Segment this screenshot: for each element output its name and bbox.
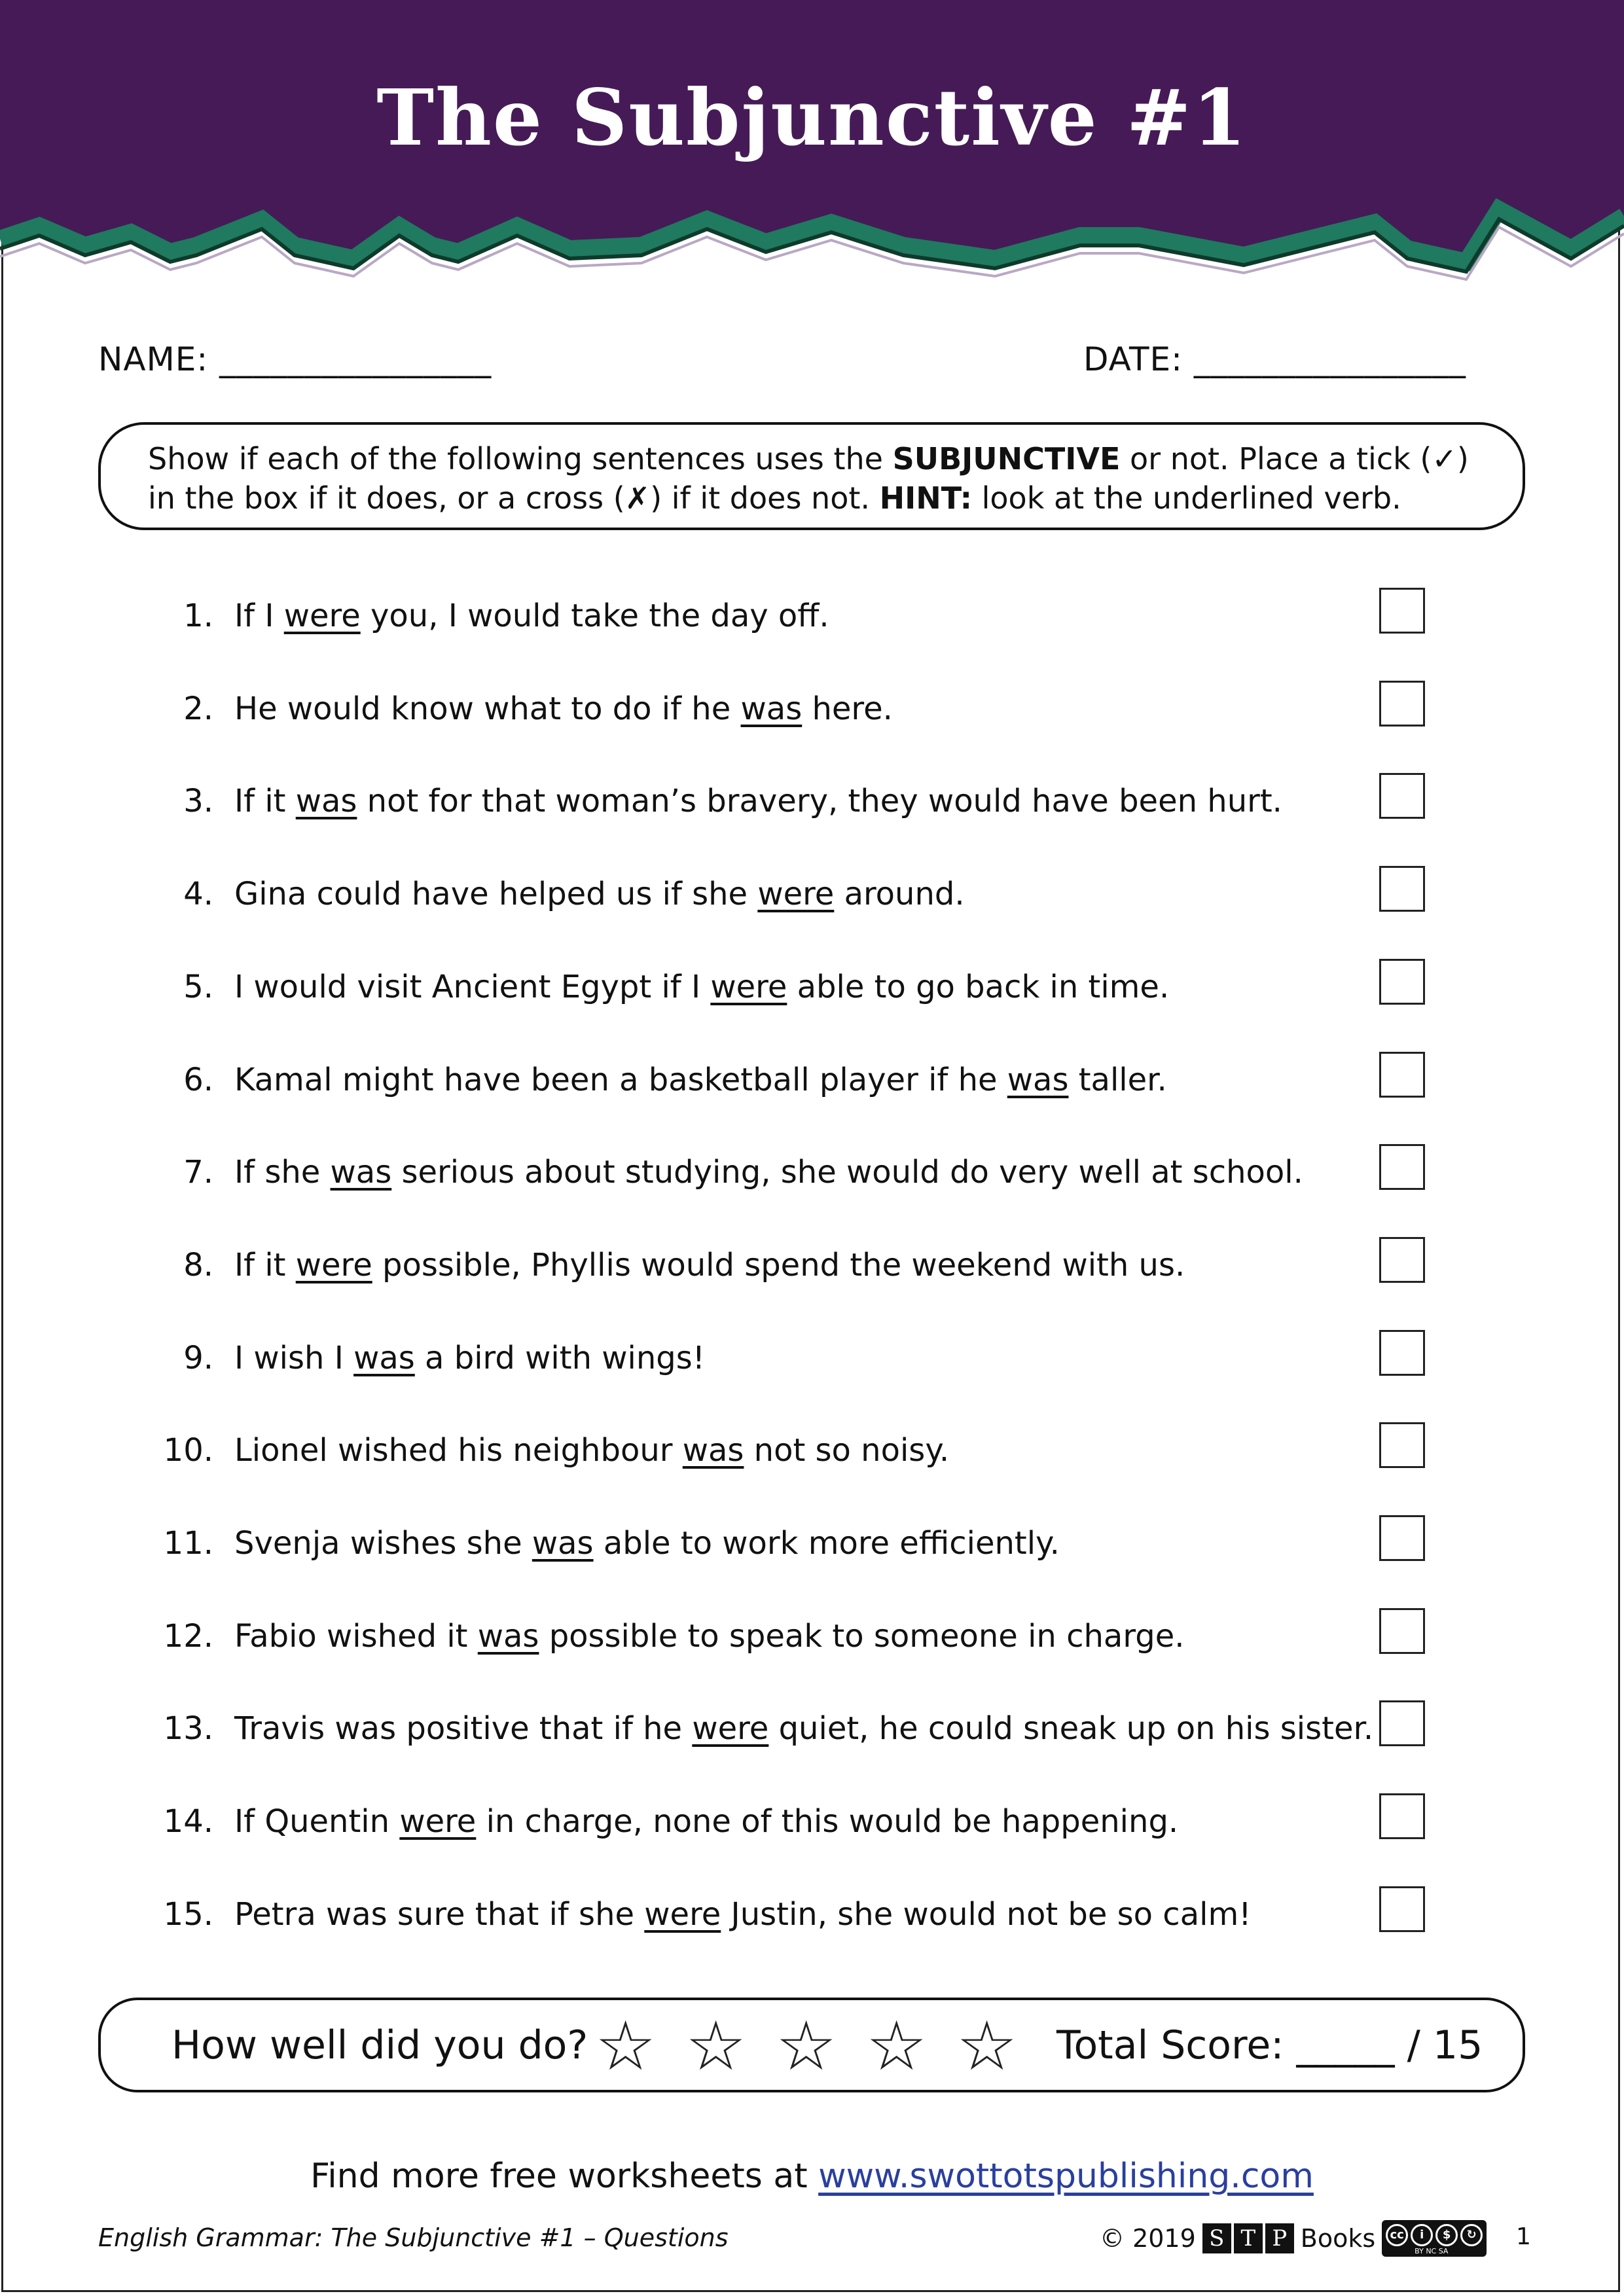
question-number: 10. bbox=[163, 1432, 213, 1469]
underlined-verb: were bbox=[283, 598, 361, 634]
question-number: 5. bbox=[183, 968, 213, 1005]
question-number: 8. bbox=[183, 1246, 213, 1283]
question-number: 15. bbox=[163, 1895, 213, 1933]
question-sentence: I wish I was a bird with wings! bbox=[234, 1339, 705, 1376]
question-number: 2. bbox=[183, 690, 213, 727]
question-row bbox=[0, 1803, 1624, 1856]
score-prompt: How well did you do? bbox=[171, 2022, 588, 2068]
instructions-text-1: Show if each of the following sentences uses the bbox=[148, 441, 893, 476]
footer-title: English Grammar: The Subjunctive #1 – Questions bbox=[98, 2223, 729, 2252]
copyright-text: © 2019 bbox=[1100, 2224, 1196, 2253]
stp-logo: S T P bbox=[1202, 2223, 1294, 2253]
score-box bbox=[98, 1998, 1525, 2092]
answer-checkbox[interactable] bbox=[1379, 588, 1425, 634]
question-sentence: Svenja wishes she was able to work more efficiently. bbox=[234, 1525, 1060, 1562]
question-sentence: Kamal might have been a basketball player if he was taller. bbox=[234, 1061, 1167, 1098]
hint-label: HINT: bbox=[879, 480, 972, 516]
answer-checkbox[interactable] bbox=[1379, 1144, 1425, 1190]
answer-checkbox[interactable] bbox=[1379, 1237, 1425, 1283]
question-sentence: Travis was positive that if he were quiet, he could sneak up on his sister. bbox=[234, 1710, 1374, 1748]
website-link[interactable]: www.swottotspublishing.com bbox=[818, 2157, 1314, 2196]
footer-publisher bbox=[1100, 2220, 1487, 2257]
question-row bbox=[0, 969, 1624, 1021]
question-number: 3. bbox=[183, 783, 213, 820]
question-row bbox=[0, 1710, 1624, 1763]
question-sentence: If Quentin were in charge, none of this would be happening. bbox=[234, 1803, 1179, 1840]
answer-checkbox[interactable] bbox=[1379, 866, 1425, 912]
underlined-verb: were bbox=[399, 1803, 477, 1840]
answer-checkbox[interactable] bbox=[1379, 1793, 1425, 1839]
answer-checkbox[interactable] bbox=[1379, 1700, 1425, 1746]
books-label: Books bbox=[1300, 2224, 1376, 2253]
date-field[interactable]: DATE: ________________ bbox=[1083, 340, 1466, 378]
question-row bbox=[0, 783, 1624, 835]
page-title: The Subjunctive #1 bbox=[376, 72, 1248, 163]
instructions-box bbox=[98, 422, 1525, 530]
rating-star-icon[interactable]: ☆ bbox=[776, 2006, 837, 2086]
question-number: 4. bbox=[183, 876, 213, 913]
question-sentence: He would know what to do if he was here. bbox=[234, 690, 893, 727]
underlined-verb: was bbox=[353, 1339, 415, 1376]
rating-star-icon[interactable]: ☆ bbox=[685, 2006, 747, 2086]
question-sentence: Fabio wished it was possible to speak to someone in charge. bbox=[234, 1617, 1185, 1655]
rating-star-icon[interactable]: ☆ bbox=[595, 2006, 657, 2086]
answer-checkbox[interactable] bbox=[1379, 1886, 1425, 1932]
underlined-verb: was bbox=[1007, 1061, 1069, 1098]
question-sentence: I would visit Ancient Egypt if I were able to go back in time. bbox=[234, 968, 1170, 1005]
question-sentence: If it was not for that woman’s bravery, they would have been hurt. bbox=[234, 783, 1282, 820]
rating-star-icon[interactable]: ☆ bbox=[956, 2006, 1018, 2086]
question-row bbox=[0, 1896, 1624, 1948]
answer-checkbox[interactable] bbox=[1379, 1422, 1425, 1468]
answer-checkbox[interactable] bbox=[1379, 1052, 1425, 1098]
question-row bbox=[0, 1432, 1624, 1484]
underlined-verb: was bbox=[532, 1525, 594, 1562]
question-number: 14. bbox=[163, 1803, 213, 1840]
question-number: 11. bbox=[163, 1525, 213, 1562]
underlined-verb: was bbox=[740, 690, 803, 727]
question-row bbox=[0, 1154, 1624, 1206]
answer-checkbox[interactable] bbox=[1379, 1330, 1425, 1376]
underlined-verb: was bbox=[330, 1154, 392, 1191]
question-number: 6. bbox=[183, 1061, 213, 1098]
total-score-field[interactable]: Total Score: _____ / 15 bbox=[1056, 2022, 1483, 2068]
cc-label: BY NC SA bbox=[1415, 2247, 1449, 2255]
answer-checkbox[interactable] bbox=[1379, 1608, 1425, 1654]
answer-checkbox[interactable] bbox=[1379, 959, 1425, 1005]
question-sentence: Petra was sure that if she were Justin, she would not be so calm! bbox=[234, 1895, 1252, 1933]
hint-text: look at the underlined verb. bbox=[972, 480, 1401, 516]
question-row bbox=[0, 691, 1624, 743]
underlined-verb: were bbox=[757, 876, 835, 913]
rating-star-icon[interactable]: ☆ bbox=[866, 2006, 928, 2086]
question-number: 9. bbox=[183, 1339, 213, 1376]
question-number: 1. bbox=[183, 598, 213, 634]
question-row bbox=[0, 1340, 1624, 1392]
underlined-verb: were bbox=[295, 1246, 372, 1283]
underlined-verb: was bbox=[295, 783, 357, 820]
question-row bbox=[0, 876, 1624, 928]
more-worksheets-text: Find more free worksheets at bbox=[310, 2157, 819, 2196]
question-sentence: If it were possible, Phyllis would spend the weekend with us. bbox=[234, 1246, 1185, 1283]
question-row bbox=[0, 1062, 1624, 1114]
more-worksheets bbox=[0, 2157, 1624, 2196]
page-number: 1 bbox=[1516, 2223, 1531, 2250]
question-sentence: Lionel wished his neighbour was not so noisy. bbox=[234, 1432, 950, 1469]
question-row bbox=[0, 1247, 1624, 1299]
underlined-verb: were bbox=[644, 1895, 721, 1933]
instructions-text-2: or not. Place a tick (✓) in the box if it does, or a cross (✗) if it does not. bbox=[148, 441, 1469, 516]
answer-checkbox[interactable] bbox=[1379, 773, 1425, 819]
underlined-verb: were bbox=[710, 968, 787, 1005]
question-row bbox=[0, 598, 1624, 650]
question-sentence: Gina could have helped us if she were around. bbox=[234, 876, 965, 913]
underlined-verb: were bbox=[692, 1710, 769, 1748]
question-number: 7. bbox=[183, 1154, 213, 1191]
question-row bbox=[0, 1525, 1624, 1577]
creative-commons-icon: cc i $ ↻ BY NC SA bbox=[1382, 2220, 1487, 2257]
question-sentence: If she was serious about studying, she would do very well at school. bbox=[234, 1154, 1303, 1191]
instructions-keyword: SUBJUNCTIVE bbox=[892, 441, 1121, 476]
question-sentence: If I were you, I would take the day off. bbox=[234, 598, 829, 634]
answer-checkbox[interactable] bbox=[1379, 681, 1425, 726]
name-field[interactable]: NAME: ________________ bbox=[98, 340, 492, 378]
question-row bbox=[0, 1618, 1624, 1670]
answer-checkbox[interactable] bbox=[1379, 1515, 1425, 1561]
underlined-verb: was bbox=[682, 1432, 744, 1469]
header-banner bbox=[0, 0, 1624, 288]
underlined-verb: was bbox=[477, 1617, 539, 1655]
question-number: 13. bbox=[163, 1710, 213, 1748]
question-number: 12. bbox=[163, 1617, 213, 1655]
